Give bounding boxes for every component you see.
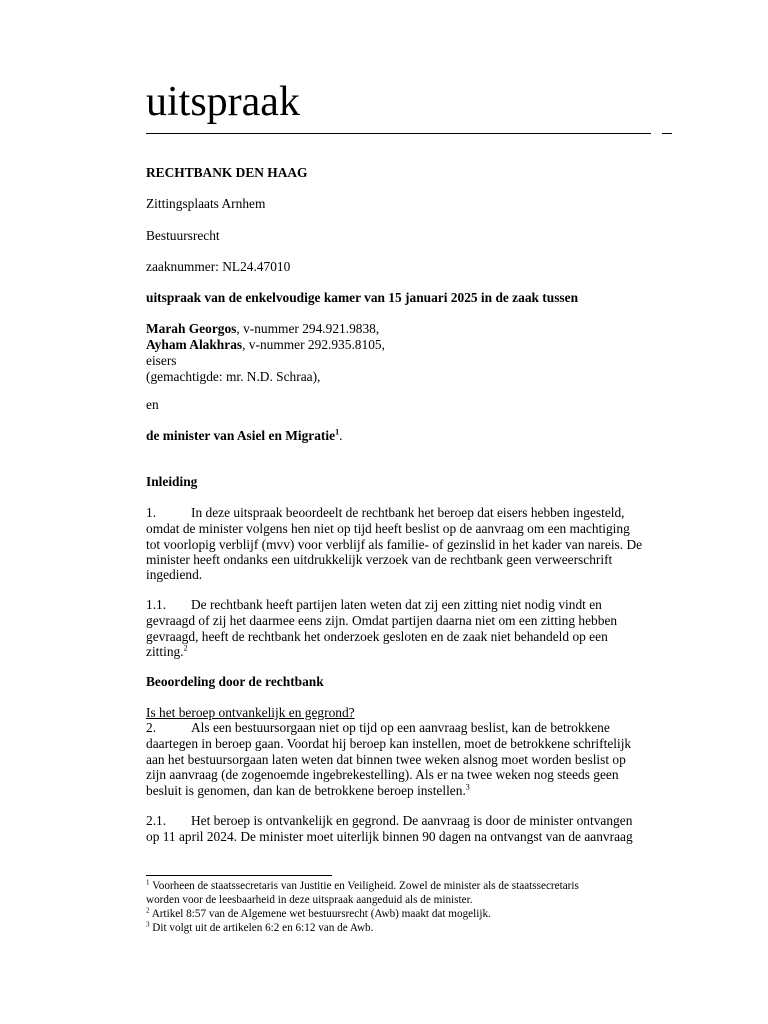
footnote-ref-2[interactable]: 2 bbox=[183, 643, 188, 653]
footnote-mark: 2 bbox=[146, 906, 150, 915]
title-rule-end bbox=[662, 133, 672, 134]
legal-field: Bestuursrecht bbox=[146, 228, 220, 243]
party-1-name: Marah Georgos bbox=[146, 321, 237, 336]
footnote-2: $^2$ Artikel 8:57 van de Algemene wet bestuursrecht (Awb) maakt dat mogelijk. bbox=[146, 906, 491, 920]
ruling-intro: uitspraak van de enkelvoudige kamer van 15 januari 2025 in de zaak tussen bbox=[146, 290, 579, 305]
footnote-3: $^3$ Dit volgt uit de artikelen 6:2 en 6:12 van de Awb. bbox=[146, 920, 374, 934]
paragraph-number: 2. bbox=[146, 720, 157, 735]
party-2 bbox=[146, 337, 385, 353]
court-location: Zittingsplaats Arnhem bbox=[146, 196, 266, 211]
subheading-admissibility: Is het beroep ontvankelijk en gegrond? bbox=[146, 705, 355, 720]
party-counsel: (gemachtigde: mr. N.D. Schraa), bbox=[146, 369, 321, 384]
paragraph-number: 1.1. bbox=[146, 597, 167, 612]
section-heading-assessment: Beoordeling door de rechtbank bbox=[146, 674, 324, 689]
footnote-ref-1[interactable]: 1 bbox=[335, 427, 340, 437]
party-role: eisers bbox=[146, 353, 177, 368]
case-number: zaaknummer: NL24.47010 bbox=[146, 259, 291, 274]
paragraph-number: 2.1. bbox=[146, 813, 167, 828]
document-title: uitspraak bbox=[146, 79, 300, 125]
section-heading-intro: Inleiding bbox=[146, 474, 198, 489]
party-1 bbox=[146, 321, 379, 337]
party-2-details: , v-nummer 292.935.8105, bbox=[242, 337, 385, 352]
footnote-mark: 1 bbox=[146, 878, 150, 887]
footnote-ref-3[interactable]: 3 bbox=[465, 782, 470, 792]
party-1-details: , v-nummer 294.921.9838, bbox=[236, 321, 380, 336]
footnote-mark: 3 bbox=[146, 920, 150, 929]
defendant: de minister van Asiel en Migratie$^1$. bbox=[146, 427, 343, 443]
footnote-rule bbox=[146, 875, 332, 876]
party-conjunction: en bbox=[146, 397, 159, 412]
court-name: RECHTBANK DEN HAAG bbox=[146, 165, 308, 180]
paragraph-number: 1. bbox=[146, 505, 157, 520]
party-2-name: Ayham Alakhras bbox=[146, 337, 243, 352]
title-rule bbox=[146, 133, 651, 134]
defendant-name: de minister van Asiel en Migratie bbox=[146, 428, 336, 443]
